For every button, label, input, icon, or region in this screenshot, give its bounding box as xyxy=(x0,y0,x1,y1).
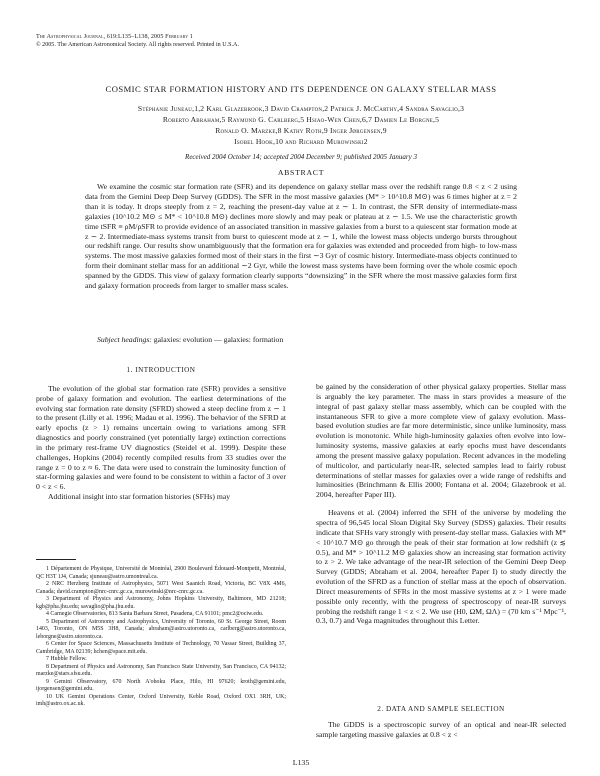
data-paragraph-1: The GDDS is a spectroscopic survey of an optical and near-IR selected sample targeting massive galaxies at 0.8 < z < xyxy=(316,720,566,739)
abstract-heading: ABSTRACT xyxy=(277,168,325,177)
footnote-item: 2 NRC Herzberg Institute of Astrophysics, 5071 West Saanich Road, Victoria, BC V8X 4M6, Canada; david.crampton@nrc-cnrc.gc.ca, murowinski@nrc-cnrc.gc.ca. xyxy=(36,581,286,595)
subject-headings-text: galaxies: evolution — galaxies: formation xyxy=(153,335,284,344)
footnote-item: 10 UK Gemini Operations Center, Oxford University, Keble Road, Oxford OX1 3RH, UK; imh@astro.ox.ac.uk. xyxy=(36,693,286,707)
data-section-body xyxy=(316,720,566,740)
footnote-item: 5 Department of Astronomy and Astrophysics, University of Toronto, 60 St. George Street, Room 1403, Toronto, ON M5S 3H8, Canada; abraham@astro.utoronto.ca, carlberg@astro.utoronto.ca, leborgne@astro.utoronto.ca. xyxy=(36,618,286,640)
journal-header xyxy=(36,33,566,49)
author-list xyxy=(36,103,566,147)
footnotes xyxy=(36,553,286,709)
footnote-divider xyxy=(36,559,76,560)
footnote-item: 8 Department of Physics and Astronomy, San Francisco State University, San Francisco, CA 94132; marzke@stars.sfsu.edu. xyxy=(36,663,286,677)
section-heading-data: 2. DATA AND SAMPLE SELECTION xyxy=(377,705,505,713)
author-line: Ronald O. Marzke,8 Kathy Roth,9 Inger Jørgensen,9 xyxy=(215,126,387,135)
abstract-text: We examine the cosmic star formation rate (SFR) and its dependence on galaxy stellar mass over the redshift range 0.8 < z < 2 using data from the Gemini Deep Deep Survey (GDDS). The SFR in the most massive galaxies (M* > 10^10.8 M⊙) was 6 times higher at z = 2 than it is today. It drops steeply from z = 2, reaching the present-day value at z ∼ 1. In contrast, the SFR density of intermediate-mass galaxies (10^10.2 M⊙ ≤ M* < 10^10.8 M⊙) declines more slowly and may peak or plateau at z ∼ 1.5. We use the characteristic growth time tSFR ≡ ρM/ρSFR to provide evidence of an associated transition in massive galaxies from a burst to a quiescent star formation mode at z ∼ 2. Intermediate-mass systems transit from burst to quiescent mode at z ∼ 1, while the lowest mass objects undergo bursts throughout our redshift range. Our results show unambiguously that the formation era for galaxies was extended and proceeded from high- to low-mass systems. The most massive galaxies formed most of their stars in the first ∼3 Gyr of cosmic history. Intermediate-mass objects continued to form their dominant stellar mass for an additional ∼2 Gyr, while the lowest mass systems have been forming over the whole cosmic epoch spanned by the GDDS. This view of galaxy formation clearly supports “downsizing” in the SFR where the most massive galaxies form first and galaxy formation proceeds from larger to smaller mass scales. xyxy=(85,182,517,291)
right-paragraph-1: be gained by the consideration of other physical galaxy properties. Stellar mass is arguably the key parameter. The mass in stars provides a measure of the integral of past galaxy stellar mass assembly, which can be coupled with the instantaneous SFR to give a more complete view of galaxy evolution. Mass-based evolution studies are far more deterministic, since unlike luminosity, mass evolution is monotonic. While high-luminosity galaxies often evolve into low-luminosity systems, massive galaxies at early epochs must have descendants among the present massive galaxy population. Recent advances in the modeling of multicolor, and particularly near-IR, selected samples lead to fairly robust determinations of stellar masses for galaxies over a wide range of redshifts and luminosities (Brinchmann & Ellis 2000; Fontana et al. 2004; Glazebrook et al. 2004, hereafter Paper III). xyxy=(316,382,566,500)
subject-headings-label: Subject headings: xyxy=(97,335,152,344)
copyright-line: © 2005. The American Astronomical Society. All rights reserved. Printed in U.S.A. xyxy=(36,42,239,48)
footnote-item: 7 Hubble Fellow. xyxy=(46,656,87,662)
footnote-item: 3 Department of Physics and Astronomy, Johns Hopkins University, Baltimore, MD 21218; kgb@pha.jhu.edu; savaglio@pha.jhu.edu. xyxy=(36,596,286,610)
author-line: Isobel Hook,10 and Richard Murowinski2 xyxy=(234,137,368,146)
paper-title: COSMIC STAR FORMATION HISTORY AND ITS DEPENDENCE ON GALAXY STELLAR MASS xyxy=(105,84,497,94)
journal-citation: The Astrophysical Journal, 619:L135–L138, 2005 February 1 xyxy=(36,34,193,40)
footnote-item: 4 Carnegie Observatories, 813 Santa Barbara Street, Pasadena, CA 91101; pmc2@ociw.edu. xyxy=(46,611,264,617)
right-column xyxy=(316,382,566,626)
author-line: Stéphanie Juneau,1,2 Karl Glazebrook,3 David Crampton,2 Patrick J. McCarthy,4 Sandra Savaglio,3 xyxy=(137,104,465,113)
footnote-item: 6 Center for Space Sciences, Massachusetts Institute of Technology, 70 Vassar Street, Building 37, Cambridge, MA 02139; hchen@space.mit.edu. xyxy=(36,641,286,655)
footnote-item: 1 Département de Physique, Université de Montréal, 2900 Boulevard Édouard-Montpetit, Montréal, QC H3T 1J4, Canada; sjuneau@astro.umontreal.ca. xyxy=(36,566,286,580)
left-column xyxy=(36,366,286,502)
footnote-item: 9 Gemini Observatory, 670 North A'ohoku Place, Hilo, HI 97620; kroth@gemini.edu, ijorgensen@gemini.edu. xyxy=(36,678,286,692)
intro-paragraph-2: Additional insight into star formation histories (SFHs) may xyxy=(48,492,231,502)
intro-paragraph-1: The evolution of the global star formation rate (SFR) provides a sensitive probe of galaxy formation and evolution. The earliest determinations of the evolving star formation rate density (SFRD) showed a steep decline from z ∼ 1 to the present (Lilly et al. 1996; Madau et al. 1996). The behavior of the SFRD at early epochs (z > 1) remains uncertain owing to variations among SFR diagnostics and poorly constrained (yet potentially large) extinction corrections in the primary rest-frame UV diagnostics (Steidel et al. 1999). Despite these challenges, Hopkins (2004) recently compiled results from 33 studies over the range z = 0 to z ≈ 6. The data were used to constrain the luminosity function of star-forming galaxies and were found to be consistent to within a factor of 3 over 0 < z < 6. xyxy=(36,383,286,492)
right-paragraph-2: Heavens et al. (2004) inferred the SFH of the universe by modeling the spectra of 96,545 local Sloan Digital Sky Survey (SDSS) galaxies. Their results indicate that SFHs vary strongly with present-day stellar mass. Galaxies with M* < 10^10.7 M⊙ go through the peak of their star formation at low redshift (z ≲ 0.5), and M* > 10^11.2 M⊙ galaxies show an increasing star formation activity to z > 2. We take advantage of the near-IR selection of the Gemini Deep Deep Survey (GDDS; Abraham et al. 2004, hereafter Paper I) to study directly the evolution of the SFRD as a function of stellar mass at the epoch of observation. Direct measurements of SFRs in the most massive systems at z > 1 were made possible only recently, with the progress of spectroscopy of near-IR surveys probing the redshift range 1 < z < 2. We use (H0, ΩM, ΩΛ) = (70 km s⁻¹ Mpc⁻¹, 0.3, 0.7) and Vega magnitudes throughout this Letter. xyxy=(316,508,566,626)
author-line: Roberto Abraham,5 Raymond G. Carlberg,5 Hsiao-Wen Chen,6,7 Damien Le Borgne,5 xyxy=(162,115,440,124)
abstract-body xyxy=(85,182,517,291)
subject-headings xyxy=(97,335,517,344)
received-dates: Received 2004 October 14; accepted 2004 December 9; published 2005 January 3 xyxy=(185,153,417,161)
page-number: L135 xyxy=(292,758,310,767)
section-heading-introduction: 1. INTRODUCTION xyxy=(126,366,196,374)
